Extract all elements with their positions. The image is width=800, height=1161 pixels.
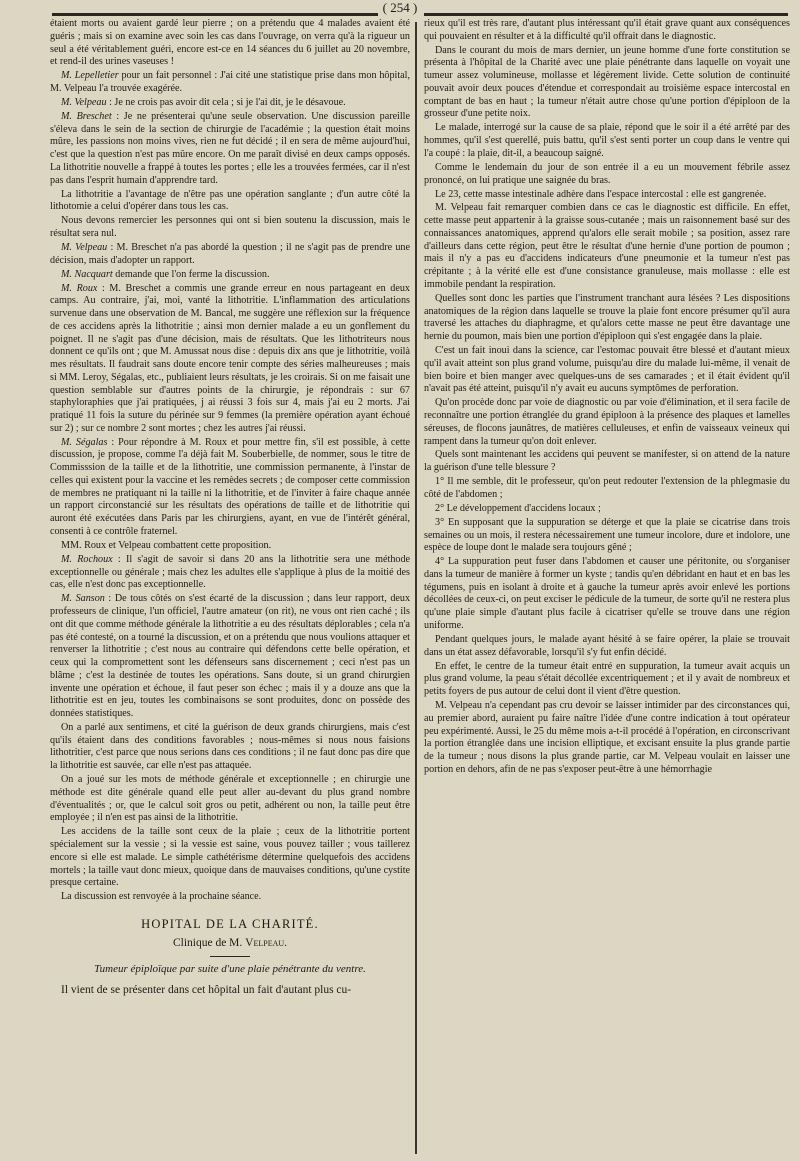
paragraph (50, 283, 410, 436)
paragraph: Les accidens de la taille sont ceux de la plaie ; ceux de la lithotritie portent spécialement sur la vessie ; si la vessie est saine, vous pouvez tailler ; vous taillerez encore si elle est malade. Le simple cathétérisme détermine quelquefois des accidens mortels ; la taille vaut donc mieux, quoique dans de mauvaises conditions, qu'une cystite presque certaine. (50, 826, 410, 889)
paragraph: M. Velpeau fait remarquer combien dans ce cas le diagnostic est difficile. En effet, cette masse peut appartenir à la graisse sous-cutanée ; mais un raisonnement basé sur des connaissances anatomiques, apprend qu'alors elle serait mobile ; sa position, assez rare d'ailleurs dans cette région, peut être le résultat d'une hernie d'une portion de poumon ; mais il n'y a pas eu d'accidens indicateurs d'une pneumonie et la tumeur n'est pas crépitante ; à la vérité elle est d'une consistance granuleuse, mais mollasse : elle est immobile pendant la respiration. (424, 202, 790, 290)
paragraph: En effet, le centre de la tumeur était entré en suppuration, la tumeur avait acquis un plus grand volume, la peau s'était décollée excentriquement ; et il y avait de nombreux et petits foyers de pus autour de celui dont il vient d'être question. (424, 660, 790, 698)
page-number: ( 254 ) (382, 0, 418, 15)
paragraph: 2° Le développement d'accidens locaux ; (435, 502, 601, 514)
subheading-suffix: . (284, 936, 288, 949)
right-column (424, 18, 790, 778)
article-first-line: Il vient de se présenter dans cet hôpital un fait d'autant plus cu- (61, 984, 352, 997)
paragraph: M. Velpeau n'a cependant pas cru devoir se laisser intimider par des circonstances qui, au premier abord, auraient pu faire naître l'idée d'une contre indication à tout opérateur peu expérimenté. Aussi, le 25 du même mois a-t-il procédé à l'opération, en circonscrivant la portion étranglée dans une incision elliptique, et excisant ensuite la plus grande partie de la tumeur ; nous disons la plus grande partie, car M. Velpeau voulait en laisser une portion en dehors, afin de ne pas s'exposer peut-être à une hémorrhagie (424, 700, 790, 775)
header-rule-right (424, 13, 788, 16)
speaker-name: M. Velpeau (61, 241, 108, 253)
paragraph: MM. Roux et Velpeau combattent cette proposition. (61, 539, 272, 551)
speech-text: : M. Breschet a commis une grande erreur en nous partageant en deux camps. Au contraire, j'ai, moi, vanté la lithotritie. L'inflammation des articulations survenue dans une observation de M. Bancal, me suggère une réflexion sur la fréquence de ces accidens après la lithotritie ; ainsi mon dernier malade a eu un gonflement du poignet. Il ne s'agit pas d'une décision, mais de résultats. Que les lithotriteurs nous donnent ce qu'ils ont ; que M. Amussat nous dise : depuis dix ans que je lithotritie, voilà mes résultats. Il faudrait sans doute encore tenir compte des séries malheureuses ; mais si MM. Leroy, Ségalas, etc., publiaient leurs résultats, je les croirais. Si on me faisait une question semblable sur d'autres points de la chirurgie, je répondrais : sur 67 staphyloraphies que j'ai pratiquées, j ai réussi 3 fois sur 4, mais j'ai eu 2 morts. J'ai pratiqué 11 fois la suture du périnée sur 9 femmes (la première opération ayant échoué sur 2) ; sur ce nombre 2 sont mortes ; chez les autres j'ai réussi. (50, 282, 410, 434)
paragraph: Quelles sont donc les parties que l'instrument tranchant aura lésées ? Les dispositions anatomiques de la région dans laquelle se trouve la plaie font encore présumer qu'il aura traversé les attaches du diaphragme, et qu'alors cette masse ne peut être davantage une hernie du poumon, mais bien une portion d'épiploon qui s'est engagée dans la plaie. (424, 292, 790, 343)
speaker-name: M. Ségalas (61, 436, 108, 448)
hospital-section (50, 918, 410, 997)
speech-text: : Pour répondre à M. Roux et pour mettre fin, s'il est possible, à cette discussion, je propose, comme l'a déjà fait M. Souberbielle, de nommer, sous le titre de Commisssion de la taille et de la lithotritie, une commission permanente, à l'instar de celles qui existent pour la vaccine et les remèdes secrets ; de composer cette commission de membres ne pratiquant ni la taille ni la lithotritie, et de l'inviter à faire chaque année un rapport circonstancié sur les résultats des opérations de taille et de lithotritie qui auront été exécutées dans Paris par les chirurgiens, ayant, en vue de l'intérêt général, consenti à ce contrôle fraternel. (50, 436, 411, 537)
paragraph (50, 269, 410, 282)
short-divider (210, 956, 250, 957)
speech-text: : Je ne crois pas avoir dit cela ; si je l'ai dit, je le désavoue. (106, 96, 346, 108)
paragraph: étaient morts ou avaient gardé leur pierre ; on a prétendu que 4 malades avaient été guéris ; mais si on examine avec soin les cas dans l'ouvrage, on verra qu'à la rigueur un seul a été véritablement guéri, encore est-ce en 14 séances du 6 juillet au 20 novembre, et rend-il des urines vaseuses ! (50, 18, 410, 68)
paragraph: 4° La suppuration peut fuser dans l'abdomen et causer une péritonite, ou s'organiser dans la tumeur de manière à former un kyste ; tandis qu'en débridant en haut et en bas les tégumens, puis en isolant à droite et à gauche la tumeur après avoir enlevé les portions décollées de ceux-ci, on peut exciser le pédicule de la tumeur, de sorte qu'il ne restera plus qu'une plaie simple d'autant plus facile à cicatriser qu'elle se trouve dans une région uniforme. (424, 556, 790, 631)
speaker-name: M. Velpeau (61, 96, 107, 108)
paragraph: Comme le lendemain du jour de son entrée il a eu un mouvement fébrile assez prononcé, on lui pratique une saignée du bras. (424, 161, 790, 186)
paragraph (50, 554, 410, 592)
paragraph (50, 111, 410, 188)
speaker-name: M. Sanson (61, 593, 105, 605)
paragraph: Le 23, cette masse intestinale adhère dans l'espace intercostal : elle est gangrenée. (435, 188, 767, 200)
paragraph (50, 242, 410, 268)
subheading-prefix: Clinique de M. (172, 936, 246, 949)
column-separator (415, 22, 417, 1154)
paragraph (50, 97, 410, 110)
paragraph: Quels sont maintenant les accidens qui peuvent se manifester, si on attend de la nature la guérison d'une telle blessure ? (424, 449, 790, 474)
paragraph (50, 593, 410, 721)
speech-text: demande que l'on ferme la discussion. (112, 268, 270, 280)
paragraph: 1° Il me semble, dit le professeur, qu'on peut redouter l'extension de la phlegmasie du côté de l'abdomen ; (424, 476, 790, 500)
paragraph (50, 70, 410, 96)
professor-name: Velpeau (245, 936, 285, 949)
paragraph (50, 437, 410, 539)
paragraph: Qu'on procède donc par voie de diagnostic ou par voie d'élimination, et il sera facile de reconnaître une portion étranglée du grand épiploon à la présence des plaques et lamelles séreuses, de flocons jaunâtres, de matières celluleuses, et enfin de vaisseaux veineux qui rampent dans la tumeur qu'on doit enlever. (424, 397, 790, 447)
paragraph: On a joué sur les mots de méthode générale et exceptionnelle ; en chirurgie une méthode est dite générale quand elle peut aller au-devant du plus grand nombre d'éventualités ; or, que le calcul soit gros ou petit, adhérent ou non, la taille peut être employée ; il n'en est pas ainsi de la lithotritie. (50, 774, 410, 824)
header-rule-left (52, 13, 378, 16)
paragraph: C'est un fait inoui dans la science, car l'estomac pouvait être blessé et d'autant mieux qu'il avait atteint son plus grand volume, puisqu'au dire du malade lui-même, il venait de bien boire et bien manger avec quelques-uns de ses camarades ; et il était évident qu'il n'avait pas été atteint, puisqu'il n'y avait eu aucuns symptômes de perforation. (424, 345, 790, 395)
left-column (50, 18, 410, 998)
speaker-name: M. Breschet (61, 110, 112, 122)
article-title: Tumeur épiploïque par suite d'une plaie pénétrante du ventre. (94, 962, 366, 975)
section-heading: HOPITAL DE LA CHARITÉ. (141, 917, 319, 931)
speaker-name: M. Rochoux (61, 553, 113, 565)
speaker-name: M. Nacquart (61, 268, 113, 280)
speech-text: : Je ne présenterai qu'une seule observation. Une discussion pareille s'éleva dans le sein de la section de chirurgie de l'académie ; la question était moins mûre, les passions non moins vives, rien ne fut décidé ; il en sera de même aujourd'hui, c'est que la question n'est pas mûre encore. On me paraît divisé en deux camps opposés. La lithotritie nouvelle a frappé à toutes les portes ; elle les a trouvées fermées, car il n'est pas dans l'esprit humain d'apprendre tard. (50, 110, 410, 186)
paragraph: rieux qu'il est très rare, d'autant plus intéressant qu'il était grave quant aux conséquences qui pouvaient en résulter et à la difficulté qu'il offrait dans le diagnostic. (424, 18, 790, 42)
speech-text: : M. Breschet n'a pas abordé la question ; il ne s'agit pas de prendre une décision, mais d'adopter un rapport. (50, 241, 410, 266)
section-subheading (50, 937, 410, 950)
paragraph: La lithotritie a l'avantage de n'être pas une opération sanglante ; d'un autre côté la lithotomie a celui d'opérer dans tous les cas. (50, 188, 410, 213)
paragraph: Nous devons remercier les personnes qui ont si bien soutenu la discussion, mais le résultat sera nul. (50, 215, 410, 239)
speech-text: pour un fait personnel : J'ai cité une statistique prise dans mon hôpital, M. Velpeau l'a trouvée exagérée. (50, 70, 411, 94)
paragraph: Dans le courant du mois de mars dernier, un jeune homme d'une forte constitution se présenta à l'hôpital de la Charité avec une plaie pénétrante dans laquelle on voyait une tumeur assez volumineuse, mollasse et légèrement livide. Cette solution de continuité pouvait avoir deux pouces d'étendue et correspondait au troisième espace intercostal en comptant de bas en haut ; la tumeur n'était autre chose qu'une portion d'épiploon de la grosseur d'une petite noix. (424, 44, 790, 120)
speech-text: : De tous côtés on s'est écarté de la discussion ; dans leur rapport, deux professeurs de clinique, l'un officiel, l'autre amateur (on rit), ne vous ont rien caché ; ils ont dit que comme méthode générale la lithotritie a eu des résultats déplorables ; cela n'a pas été contesté, on a tourné la discussion, et on a prétendu que nous voulions attaquer et renverser la lithotritie ; c'est nous au contraire qui défendons cette belle opération, et ceux qui la compromettent sont les défenseurs sans discernement ; ceci n'est pas un blâme ; c'est la destinée de toutes les opérations. Sans doute, si un grand chirurgien invente une opération et échoue, il faut peser son échec ; mais il y a douze ans que la lithotritie est en jeu, toutes les combinaisons se sont produites, donc on possède des données statistiques. (50, 593, 411, 719)
paragraph: La discussion est renvoyée à la prochaine séance. (61, 891, 262, 903)
speaker-name: M. Lepelletier (61, 70, 119, 82)
paragraph: On a parlé aux sentimens, et cité la guérison de deux grands chirurgiens, mais c'est qu'ils étaient dans des conditions favorables ; nous-mêmes si nous nous faisions lithotritier, c'est parce que nous serions dans ces conditions ; il ne faut donc pas dire que la lithotritie est sauvée, car elle n'est pas attaquée. (50, 721, 410, 772)
paragraph: Pendant quelques jours, le malade ayant hésité à se faire opérer, la plaie se trouvait dans un état assez défavorable, lorsqu'il s'y fut enfin décidé. (424, 633, 790, 658)
paragraph: 3° En supposant que la suppuration se déterge et que la plaie se cicatrise dans trois semaines ou un mois, il restera nécessairement une tumeur incolore, dure et indolore, une espèce de loupe dont le malade sera toujours gêné ; (424, 516, 790, 554)
speech-text: : Il s'agit de savoir si dans 20 ans la lithotritie sera une méthode exceptionnelle ou générale ; mais chez les adultes elle s'applique à plus de la moitié des cas, elle n'est donc pas exceptionnelle. (50, 553, 411, 591)
speaker-name: M. Roux (61, 282, 98, 294)
paragraph: Le malade, interrogé sur la cause de sa plaie, répond que le soir il a été arrêté par des hommes, qu'il s'est querellé, puis battu, qu'il s'est senti porter un coup dans le ventre qui l'a coupé : la plaie, dit-il, a beaucoup saigné. (424, 122, 790, 159)
